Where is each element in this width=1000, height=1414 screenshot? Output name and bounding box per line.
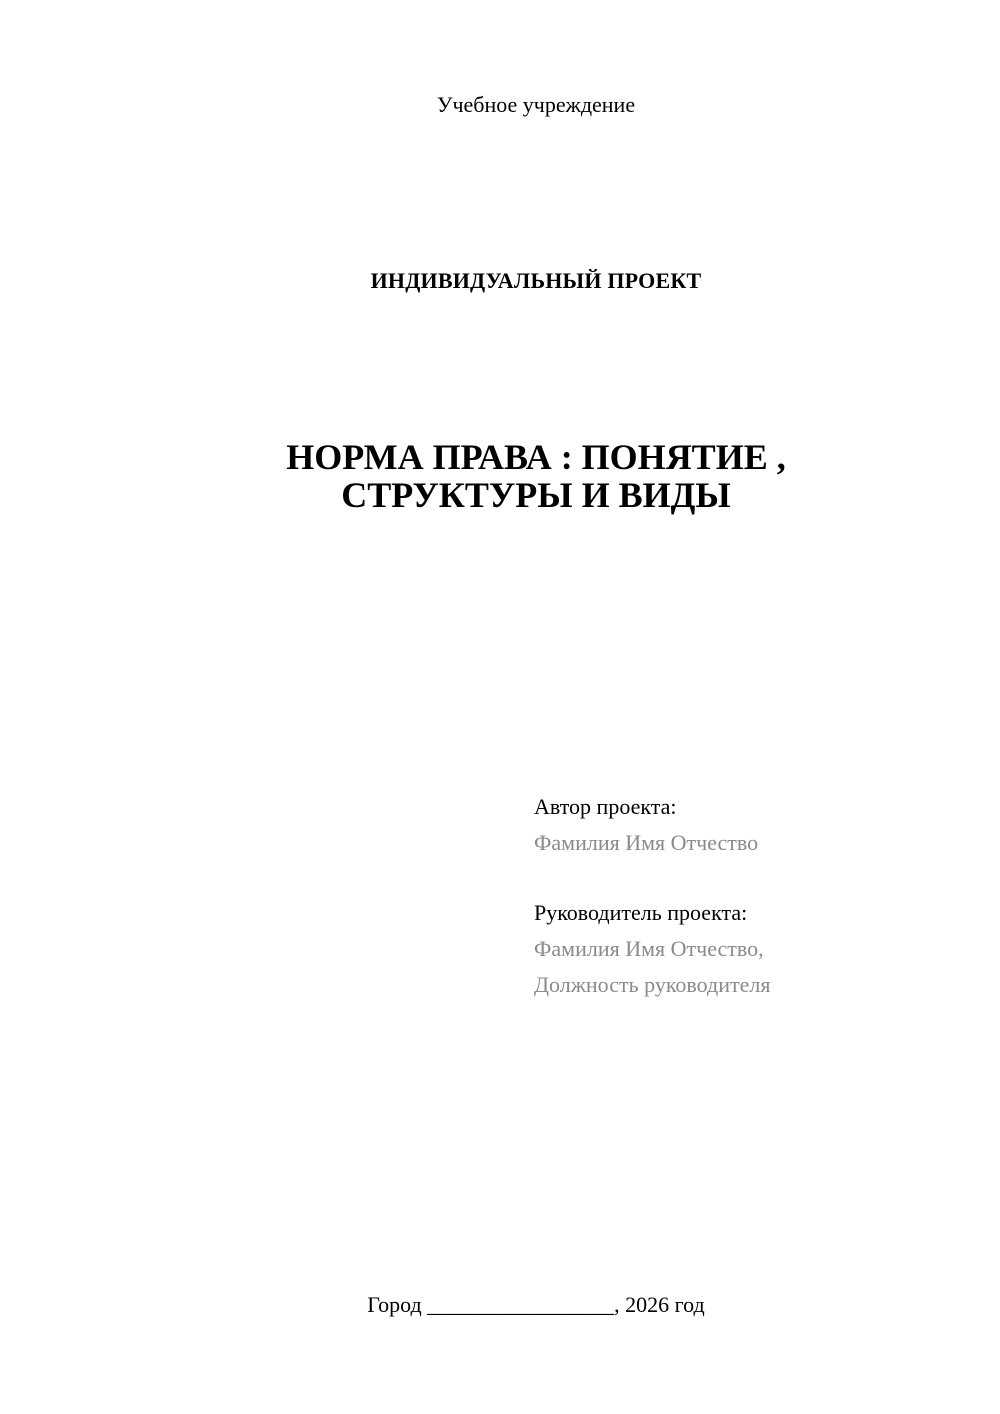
supervisor-name: Фамилия Имя Отчество, [534, 936, 764, 961]
project-title [0, 438, 1000, 514]
institution-name: Учебное учреждение [436, 92, 636, 117]
city-year-footer: Город _________________, 2026 год [367, 1292, 705, 1317]
project-title-line-1: НОРМА ПРАВА : ПОНЯТИЕ , [286, 437, 786, 477]
author-name: Фамилия Имя Отчество [534, 830, 759, 855]
info-spacer [534, 861, 954, 895]
project-info-block [534, 789, 954, 1003]
author-label: Автор проекта: [534, 794, 677, 819]
project-title-line-2: СТРУКТУРЫ И ВИДЫ [341, 475, 731, 515]
supervisor-position: Должность руководителя [534, 972, 771, 997]
project-type-heading: ИНДИВИДУАЛЬНЫЙ ПРОЕКТ [370, 268, 702, 293]
supervisor-label: Руководитель проекта: [534, 900, 748, 925]
